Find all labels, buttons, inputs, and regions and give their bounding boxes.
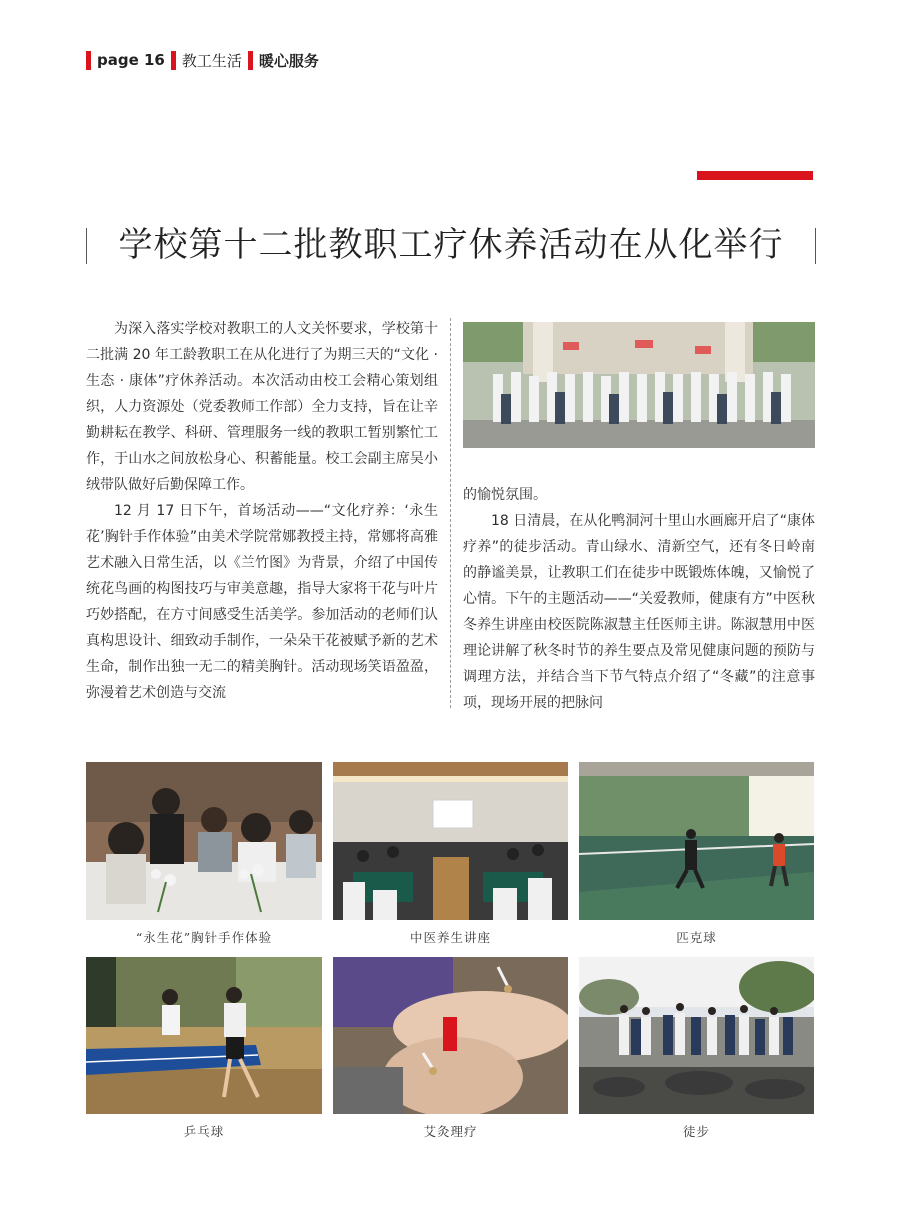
title-accent-bar (697, 171, 813, 180)
group-photo (463, 322, 815, 448)
photo-tcm-lecture (333, 762, 568, 920)
title-rule-left (86, 228, 87, 264)
caption-moxibustion: 艾灸理疗 (423, 1124, 478, 1139)
photo-hiking (579, 957, 814, 1114)
caption-pickleball: 匹克球 (676, 930, 717, 945)
photo-brooch-workshop (86, 762, 322, 920)
section-name: 教工生活 (181, 51, 242, 70)
page-header (86, 48, 325, 72)
article-column-right (463, 482, 815, 716)
caption-table-tennis: 乒乓球 (183, 1124, 225, 1139)
article-column-left (86, 316, 438, 706)
paragraph-continued: 的愉悦氛围。 (463, 487, 547, 503)
photo-table-tennis (86, 957, 322, 1114)
page-number: page 16 (97, 51, 165, 69)
subsection-name: 暖心服务 (258, 51, 319, 70)
paragraph-activity-1: 12 月 17 日下午，首场活动——“文化疗养：‘永生花’胸针手作体验”由美术学院常娜教授主持，常娜将高雅艺术融入日常生活，以《兰竹图》为背景，介绍了中国传统花鸟画的构图技巧与审美意趣，指导大家将干花与叶片巧妙搭配，在方寸间感受生活美学。参加活动的老师们认真构思设计、细致动手制作，一朵朵干花被赋予新的艺术生命，制作出独一无二的精美胸针。活动现场笑语盈盈，弥漫着艺术创造与交流 (86, 503, 438, 701)
caption-tcm-lecture: 中医养生讲座 (409, 930, 491, 945)
column-divider (450, 318, 451, 708)
caption-hiking: 徒步 (682, 1124, 710, 1139)
article-title: 学校第十二批教职工疗休养活动在从化举行 (118, 225, 784, 265)
paragraph-activity-2: 18 日清晨，在从化鸭洞河十里山水画廊开启了“康体疗养”的徒步活动。青山绿水、清新空气，还有冬日岭南的静谧美景，让教职工们在徒步中既锻炼体魄，又愉悦了心情。下午的主题活动——“关爱教师，健康有方”中医秋冬养生讲座由校医院陈淑慧主任医师主讲。陈淑慧用中医理论讲解了秋冬时节的养生要点及常见健康问题的预防与调理方法，并结合当下节气特点介绍了“冬藏”的注意事项，现场开展的把脉问 (463, 513, 815, 711)
title-rule-right (815, 228, 816, 264)
photo-moxibustion (333, 957, 568, 1114)
caption-brooch-workshop: “永生花”胸针手作体验 (135, 930, 273, 945)
article-title-block (86, 222, 816, 268)
photo-pickleball (579, 762, 814, 920)
paragraph-intro: 为深入落实学校对教职工的人文关怀要求，学校第十二批满 20 年工龄教职工在从化进行了为期三天的“文化 · 生态 · 康体”疗休养活动。本次活动由校工会精心策划组织，人力资源处（党委教师工作部）全力支持，旨在让辛勤耕耘在教学、科研、管理服务一线的教职工暂别繁忙工作，于山水之间放松身心、积蓄能量。校工会副主席吴小绒带队做好后勤保障工作。 (86, 321, 438, 493)
